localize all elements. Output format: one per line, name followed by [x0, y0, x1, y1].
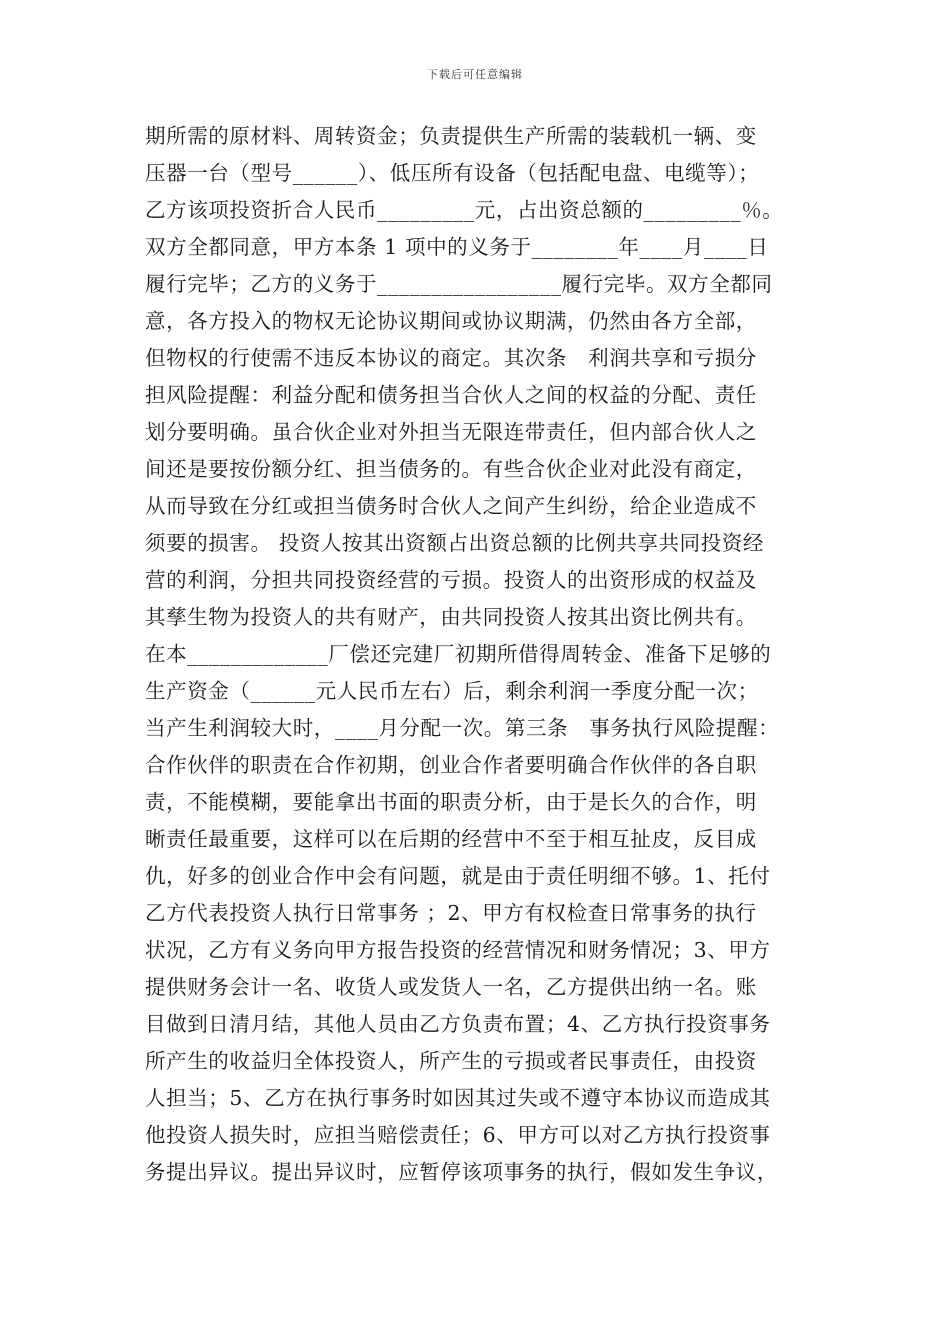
text-line: 间还是要按份额分红、担当债务的。有些合伙企业对此没有商定，: [145, 457, 757, 481]
text-line: 从而导致在分红或担当债务时合伙人之间产生纠纷，给企业造成不: [145, 494, 757, 518]
text-line: 在本_____________厂偿还完建厂初期所借得周转金、准备下足够的: [145, 642, 772, 666]
text-line: 划分要明确。虽合伙企业对外担当无限连带责任，但内部合伙人之: [145, 420, 757, 444]
text-line: 营的利润，分担共同投资经营的亏损。投资人的出资形成的权益及: [145, 568, 757, 592]
text-line: 须要的损害。 投资人按其出资额占出资总额的比例共享共同投资经: [145, 531, 765, 555]
text-line: 压器一台（型号______）、低压所有设备（包括配电盘、电缆等）；: [145, 161, 760, 185]
text-line: 双方全都同意，甲方本条 1 项中的义务于________年____月____日: [145, 235, 769, 259]
text-line: 务提出异议。提出异议时，应暂停该项事务的执行，假如发生争议，: [145, 1160, 778, 1184]
text-line: 责，不能模糊，要能拿出书面的职责分析，由于是长久的合作，明: [145, 790, 757, 814]
text-line: 合作伙伴的职责在合作初期，创业合作者要明确合作伙伴的各自职: [145, 753, 757, 777]
text-line: 乙方该项投资折合人民币_________元，占出资总额的_________％。: [145, 198, 784, 222]
text-line: 但物权的行使需不违反本协议的商定。其次条 利润共享和亏损分: [145, 346, 757, 370]
text-line: 担风险提醒：利益分配和债务担当合伙人之间的权益的分配、责任: [145, 383, 757, 407]
text-line: 生产资金（______元人民币左右）后，剩余利润一季度分配一次；: [145, 679, 759, 703]
text-line: 期所需的原材料、周转资金；负责提供生产所需的装载机一辆、变: [145, 124, 757, 148]
text-line: 意，各方投入的物权无论协议期间或协议期满，仍然由各方全部，: [145, 309, 757, 333]
text-line: 其孳生物为投资人的共有财产，由共同投资人按其出资比例共有。: [145, 605, 757, 629]
text-line: 晰责任最重要，这样可以在后期的经营中不至于相互扯皮，反目成: [145, 827, 757, 851]
text-line: 目做到日清月结，其他人员由乙方负责布置；4、乙方执行投资事务: [145, 1012, 771, 1036]
text-line: 履行完毕；乙方的义务于_________________履行完毕。双方全都同: [145, 272, 773, 296]
page-header: 下载后可任意编辑: [427, 68, 523, 81]
text-line: 他投资人损失时，应担当赔偿责任；6、甲方可以对乙方执行投资事: [145, 1123, 771, 1147]
text-line: 仇，好多的创业合作中会有问题，就是由于责任明细不够。1、托付: [145, 864, 771, 888]
text-line: 人担当；5、乙方在执行事务时如因其过失或不遵守本协议而造成其: [145, 1086, 771, 1110]
text-line: 状况，乙方有义务向甲方报告投资的经营情况和财务情况；3、甲方: [145, 938, 771, 962]
text-line: 提供财务会计一名、收货人或发货人一名，乙方提供出纳一名。账: [145, 975, 757, 999]
text-line: 当产生利润较大时，____月分配一次。第三条 事务执行风险提醒：: [145, 716, 780, 740]
text-line: 乙方代表投资人执行日常事务 ；2、甲方有权检查日常事务的执行: [145, 901, 757, 925]
document-body: [145, 118, 835, 1191]
text-line: 所产生的收益归全体投资人，所产生的亏损或者民事责任，由投资: [145, 1049, 757, 1073]
